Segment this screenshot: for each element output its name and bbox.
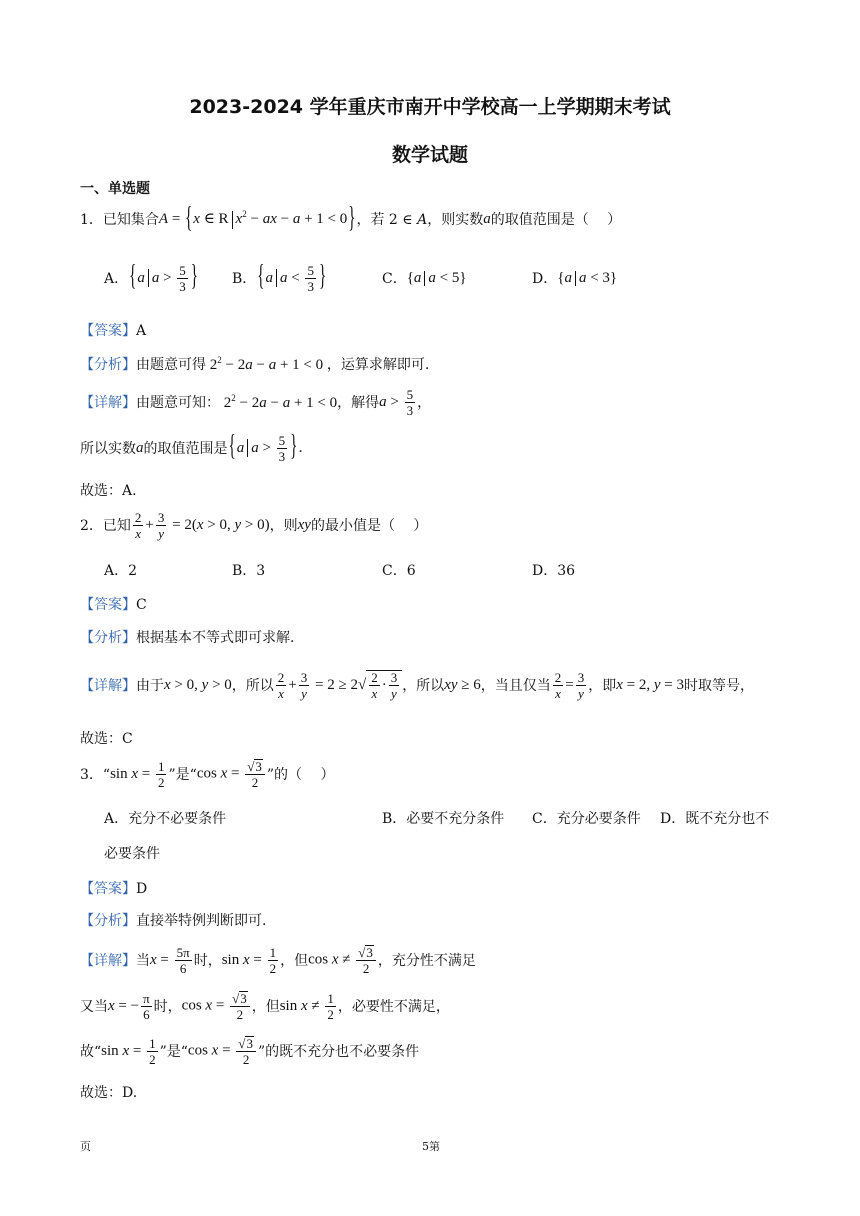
- question-2-option-d: D．36: [532, 563, 576, 579]
- question-3-stem: 3．“ sin x = $\frac{1}{2}$ ”是“ cos x = $\frac{√3}{2}$ ”的（ ）: [80, 758, 335, 790]
- question-3-option-d: D．既不充分也不: [660, 811, 770, 827]
- question-3-option-c: C．充分必要条件: [532, 811, 641, 827]
- question-3-answer: 【答案】D: [80, 881, 148, 897]
- question-1-option-c: C． {a a < 5}: [382, 269, 467, 287]
- page-number: 5第: [422, 1140, 440, 1153]
- question-2-detail: 【详解】 由于 x > 0, y > 0 ，所以 $\frac{2}{x}$ + $\frac{3}{y}$ = 2 ≥ 2√ $\frac{2}{x}$ · $\frac{3}{y}$ ，所以 xy ≥ 6 ，当且仅当 $\frac{2}{x}$ = $\frac{3}{y}$ ，即 x = 2, y = 3 时取等号，: [80, 669, 754, 701]
- question-1-option-a: A． {a a > $\frac{5}{3}$ }: [104, 260, 198, 294]
- question-3-option-b: B．必要不充分条件: [382, 811, 505, 827]
- question-1-detail-line-2: 所以实数 a 的取值范围是 {a a > $\frac{5}{3}$ } .: [80, 430, 303, 464]
- question-2-stem: 2．已知 $\frac{2}{x}$ + $\frac{3}{y}$ = 2(x > 0, y > 0) ，则 xy 的最小值是（ ）: [80, 509, 428, 541]
- question-1-detail: 【详解】 由题意可知： $2^2 - 2a - a + 1 < 0$ ，解得 a > $\frac{5}{3}$ ，: [80, 386, 432, 418]
- question-2-analysis: 【分析】根据基本不等式即可求解.: [80, 630, 295, 646]
- footer-left: 页: [80, 1140, 91, 1153]
- question-1-answer: 【答案】A: [80, 323, 147, 339]
- question-3-choose: 故选：D.: [80, 1085, 138, 1101]
- question-3-detail-line-3: 故“ sin x = $\frac{1}{2}$ ”是“ cos x = $\frac{√3}{2}$ ”的既不充分也不必要条件: [80, 1035, 420, 1067]
- question-1-set: A = {x ∈ R $x^2$ − ax − a + 1 < 0}: [158, 202, 356, 235]
- question-1-stem: 1．已知集合 A = {x ∈ R $x^2$ − ax − a + 1 < 0} ，若 2 ∈ A，则实数 a 的取值范围是（ ）: [80, 202, 622, 235]
- question-1-analysis: 【分析】 由题意可得 $2^2 - 2a - a + 1 < 0$ ，运算求解即可.: [80, 354, 430, 373]
- question-2-option-a: A．2: [104, 563, 138, 579]
- question-3-detail-line-2: 又当 x = − $\frac{\pi}{6}$ 时， cos x = $\frac{√3}{2}$ ，但 sin x ≠ $\frac{1}{2}$ ，必要性不满足，: [80, 990, 450, 1022]
- question-3-option-d-continued: 必要条件: [104, 846, 160, 862]
- document-title: 2023-2024 学年重庆市南开中学校高一上学期期末考试: [189, 96, 671, 118]
- document-subtitle: 数学试题: [391, 144, 468, 166]
- question-3-detail: 【详解】 当 x = $\frac{5\pi}{6}$ 时， sin x = $\frac{1}{2}$ ，但 cos x ≠ $\frac{√3}{2}$ ，充分性不满足: [80, 944, 476, 976]
- question-2-choose: 故选：C: [80, 731, 133, 747]
- section-heading: 一、单选题: [80, 181, 150, 197]
- question-1-option-d: D． {a a < 3}: [532, 269, 618, 287]
- question-2-option-b: B．3: [232, 563, 266, 579]
- question-1-option-b: B． {a a < $\frac{5}{3}$ }: [232, 260, 327, 294]
- question-3-option-a: A．充分不必要条件: [104, 811, 227, 827]
- question-1-choose: 故选：A.: [80, 483, 137, 499]
- question-2-option-c: C．6: [382, 563, 416, 579]
- question-3-analysis: 【分析】直接举特例判断即可.: [80, 913, 267, 929]
- question-2-answer: 【答案】C: [80, 597, 147, 613]
